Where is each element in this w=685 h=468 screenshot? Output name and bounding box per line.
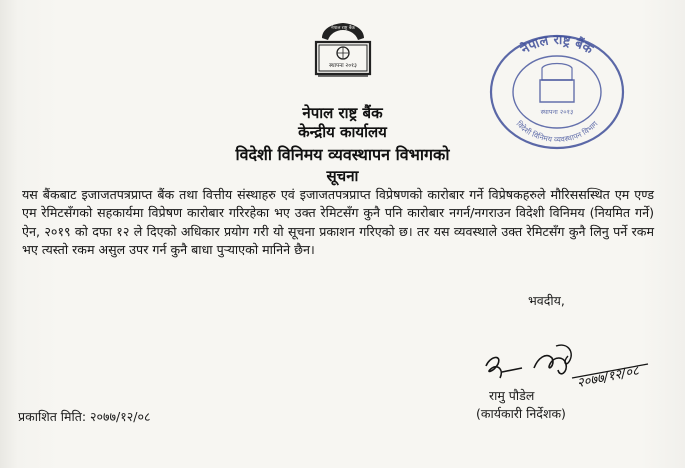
nrb-emblem-logo (306, 20, 380, 80)
signature-date: २०७७/१२/०८ (575, 363, 641, 392)
seal-inner-text: विदेशी विनिमय व्यवस्थापन विभाग (514, 119, 600, 145)
signer-title: (कार्यकारी निर्देशक) (476, 406, 566, 421)
emblem-small-text: स्थापना २०१३ (329, 63, 357, 69)
svg-text:नेपाल राष्ट्र बैंक (517, 33, 596, 58)
seal-outer-text: नेपाल राष्ट्र बैंक (518, 32, 596, 58)
notice-body-paragraph: यस बैंकबाट इजाजतपत्रप्राप्त बैंक तथा वित्तीय संस्थाहरु एवं इजाजतपत्रप्राप्त विप्रेषणको कारोबार गर्ने विप्रेषकहरुले मौरिससस्थित एम एण्ड एम रेमिटसँगको सहकार्यमा विप्रेषण कारोबार गरिरहेका भए उक्त रेमिटसँग कुनै पनि कारोबार नगर्न/नगराउन विदेशी विनिमय (नियमित गर्ने) ऐन, २०१९ को दफा १२ ले दिएको अधिकार प्रयोग गरी यो सूचना प्रकाशन गरिएको छ। तर यस व्यवस्थाले उक्त रेमिटसँग कुनै लिनु पर्ने रकम भए त्यस्तो रकम असुल उपर गर्न कुनै बाधा पुर्‍याएको मानिने छैन। (22, 187, 654, 258)
emblem-text: नेपाल राष्ट्र बैंक (331, 26, 355, 31)
notice-title: सूचना (326, 167, 359, 185)
org-name-heading: नेपाल राष्ट्र बैंक (302, 104, 383, 122)
seal-center-text: स्थापना २०१३ (540, 108, 574, 116)
closing-salutation: भवदीय, (528, 293, 565, 308)
department-heading: विदेशी विनिमय व्यवस्थापन विभागको (235, 145, 450, 164)
office-heading: केन्द्रीय कार्यालय (298, 123, 387, 141)
signer-name: रामु पौडेल (489, 388, 535, 403)
published-date: प्रकाशित मिति: २०७७/१२/०८ (18, 409, 151, 424)
